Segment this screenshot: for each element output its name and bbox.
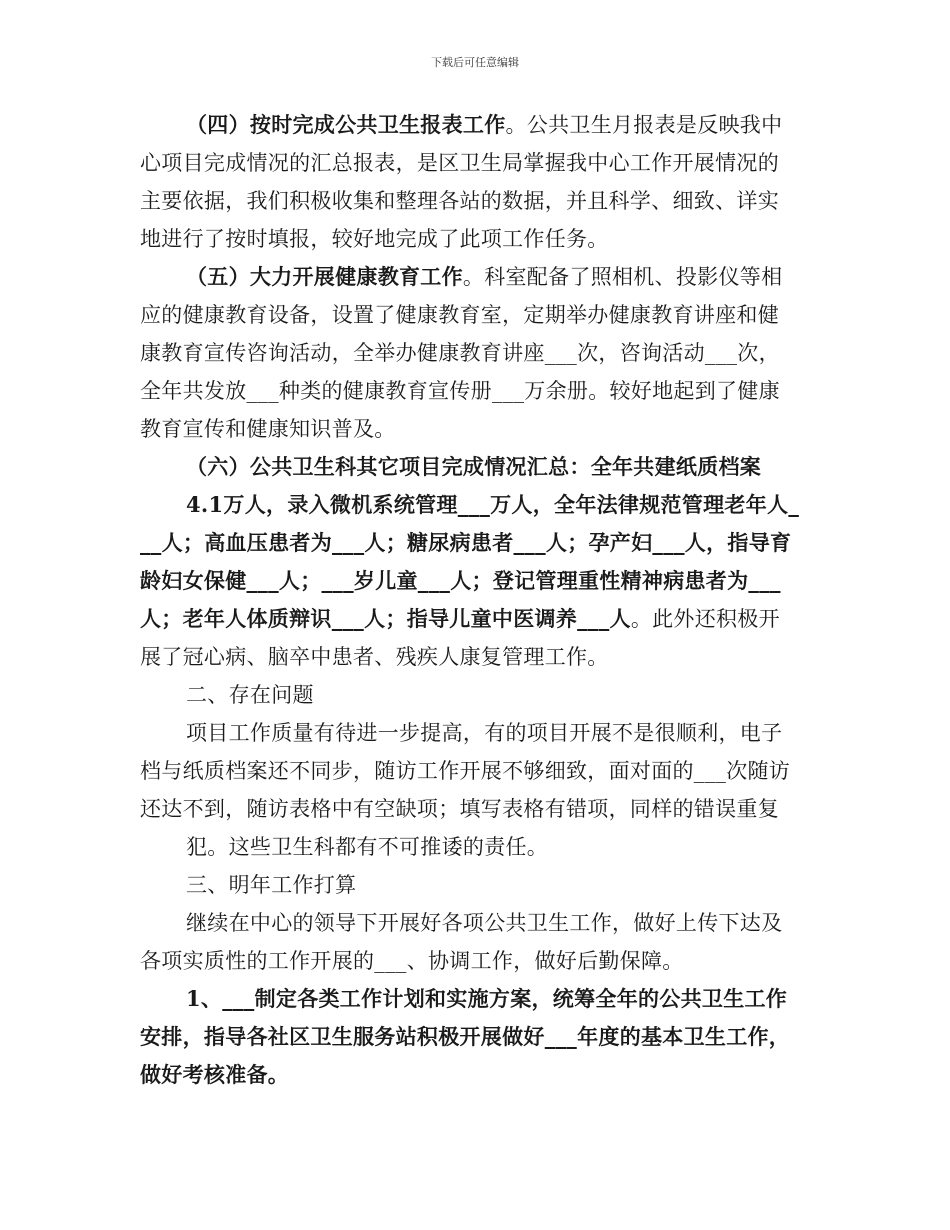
page-header: 下载后可任意编辑 [431,56,519,69]
paragraph-line: 档与纸质档案还不同步，随访工作开展不够细致，面对面的___次随访 [140,759,791,783]
paragraph-line: 还达不到，随访表格中有空缺项；填写表格有错项，同样的错误重复 [140,797,779,821]
paragraph-line: 主要依据，我们积极收集和整理各站的数据，并且科学、细致、详实 [140,189,779,213]
paragraph-line [140,258,810,296]
paragraph-line: 心项目完成情况的汇总报表，是区卫生局掌握我中心工作开展情况的 [140,151,779,175]
paragraph-line [140,106,810,144]
bold-text-run: 人；老年人体质辩识___人；指导儿童中医调养___人 [140,606,631,631]
text-run: 。科室配备了照相机、投影仪等相 [462,265,783,289]
paragraph-line: 展了冠心病、脑卒中患者、残疾人康复管理工作。 [140,645,609,669]
bold-paragraph-line: 做好考核准备。 [140,1062,290,1087]
bold-paragraph-line: 4.1万人，录入微机系统管理___万人，全年法律规范管理老年人_ [186,492,800,517]
bold-paragraph-line: 1、___制定各类工作计划和实施方案，统筹全年的公共卫生工作 [186,986,788,1011]
text-run: 。公共卫生月报表是反映我中 [505,113,783,137]
bold-paragraph-line: __人；高血压患者为___人；糖尿病患者___人；孕产妇___人，指导育 [140,530,792,555]
paragraph-line [140,600,810,638]
paragraph-line: 教育宣传和健康知识普及。 [140,417,396,441]
paragraph-line: 康教育宣传咨询活动，全举办健康教育讲座___次，咨询活动___次， [140,341,780,365]
paragraph-line: 各项实质性的工作开展的___、协调工作，做好后勤保障。 [140,949,684,973]
paragraph-line: 全年共发放___种类的健康教育宣传册___万余册。较好地起到了健康 [140,379,780,403]
paragraph-line: 犯。这些卫生科都有不可推诿的责任。 [186,835,549,859]
section-heading: 三、明年工作打算 [186,873,357,897]
paragraph-line: 地进行了按时填报，较好地完成了此项工作任务。 [140,227,609,251]
text-run: 。此外还积极开 [630,607,780,631]
section-heading: 二、存在问题 [186,683,314,707]
bold-paragraph-line: （六）公共卫生科其它项目完成情况汇总：全年共建纸质档案 [186,454,762,479]
bold-paragraph-line: 龄妇女保健___人；___岁儿童___人；登记管理重性精神病患者为___ [140,568,781,593]
bold-heading: （四）按时完成公共卫生报表工作 [186,112,506,137]
paragraph-line: 项目工作质量有待进一步提高，有的项目开展不是很顺利，电子 [186,721,783,745]
bold-paragraph-line: 安排，指导各社区卫生服务站积极开展做好___年度的基本卫生工作， [140,1024,791,1049]
paragraph-line: 继续在中心的领导下开展好各项公共卫生工作，做好上传下达及 [186,911,783,935]
bold-heading: （五）大力开展健康教育工作 [186,264,463,289]
document-body [140,106,810,1094]
paragraph-line: 应的健康教育设备，设置了健康教育室，定期举办健康教育讲座和健 [140,303,779,327]
